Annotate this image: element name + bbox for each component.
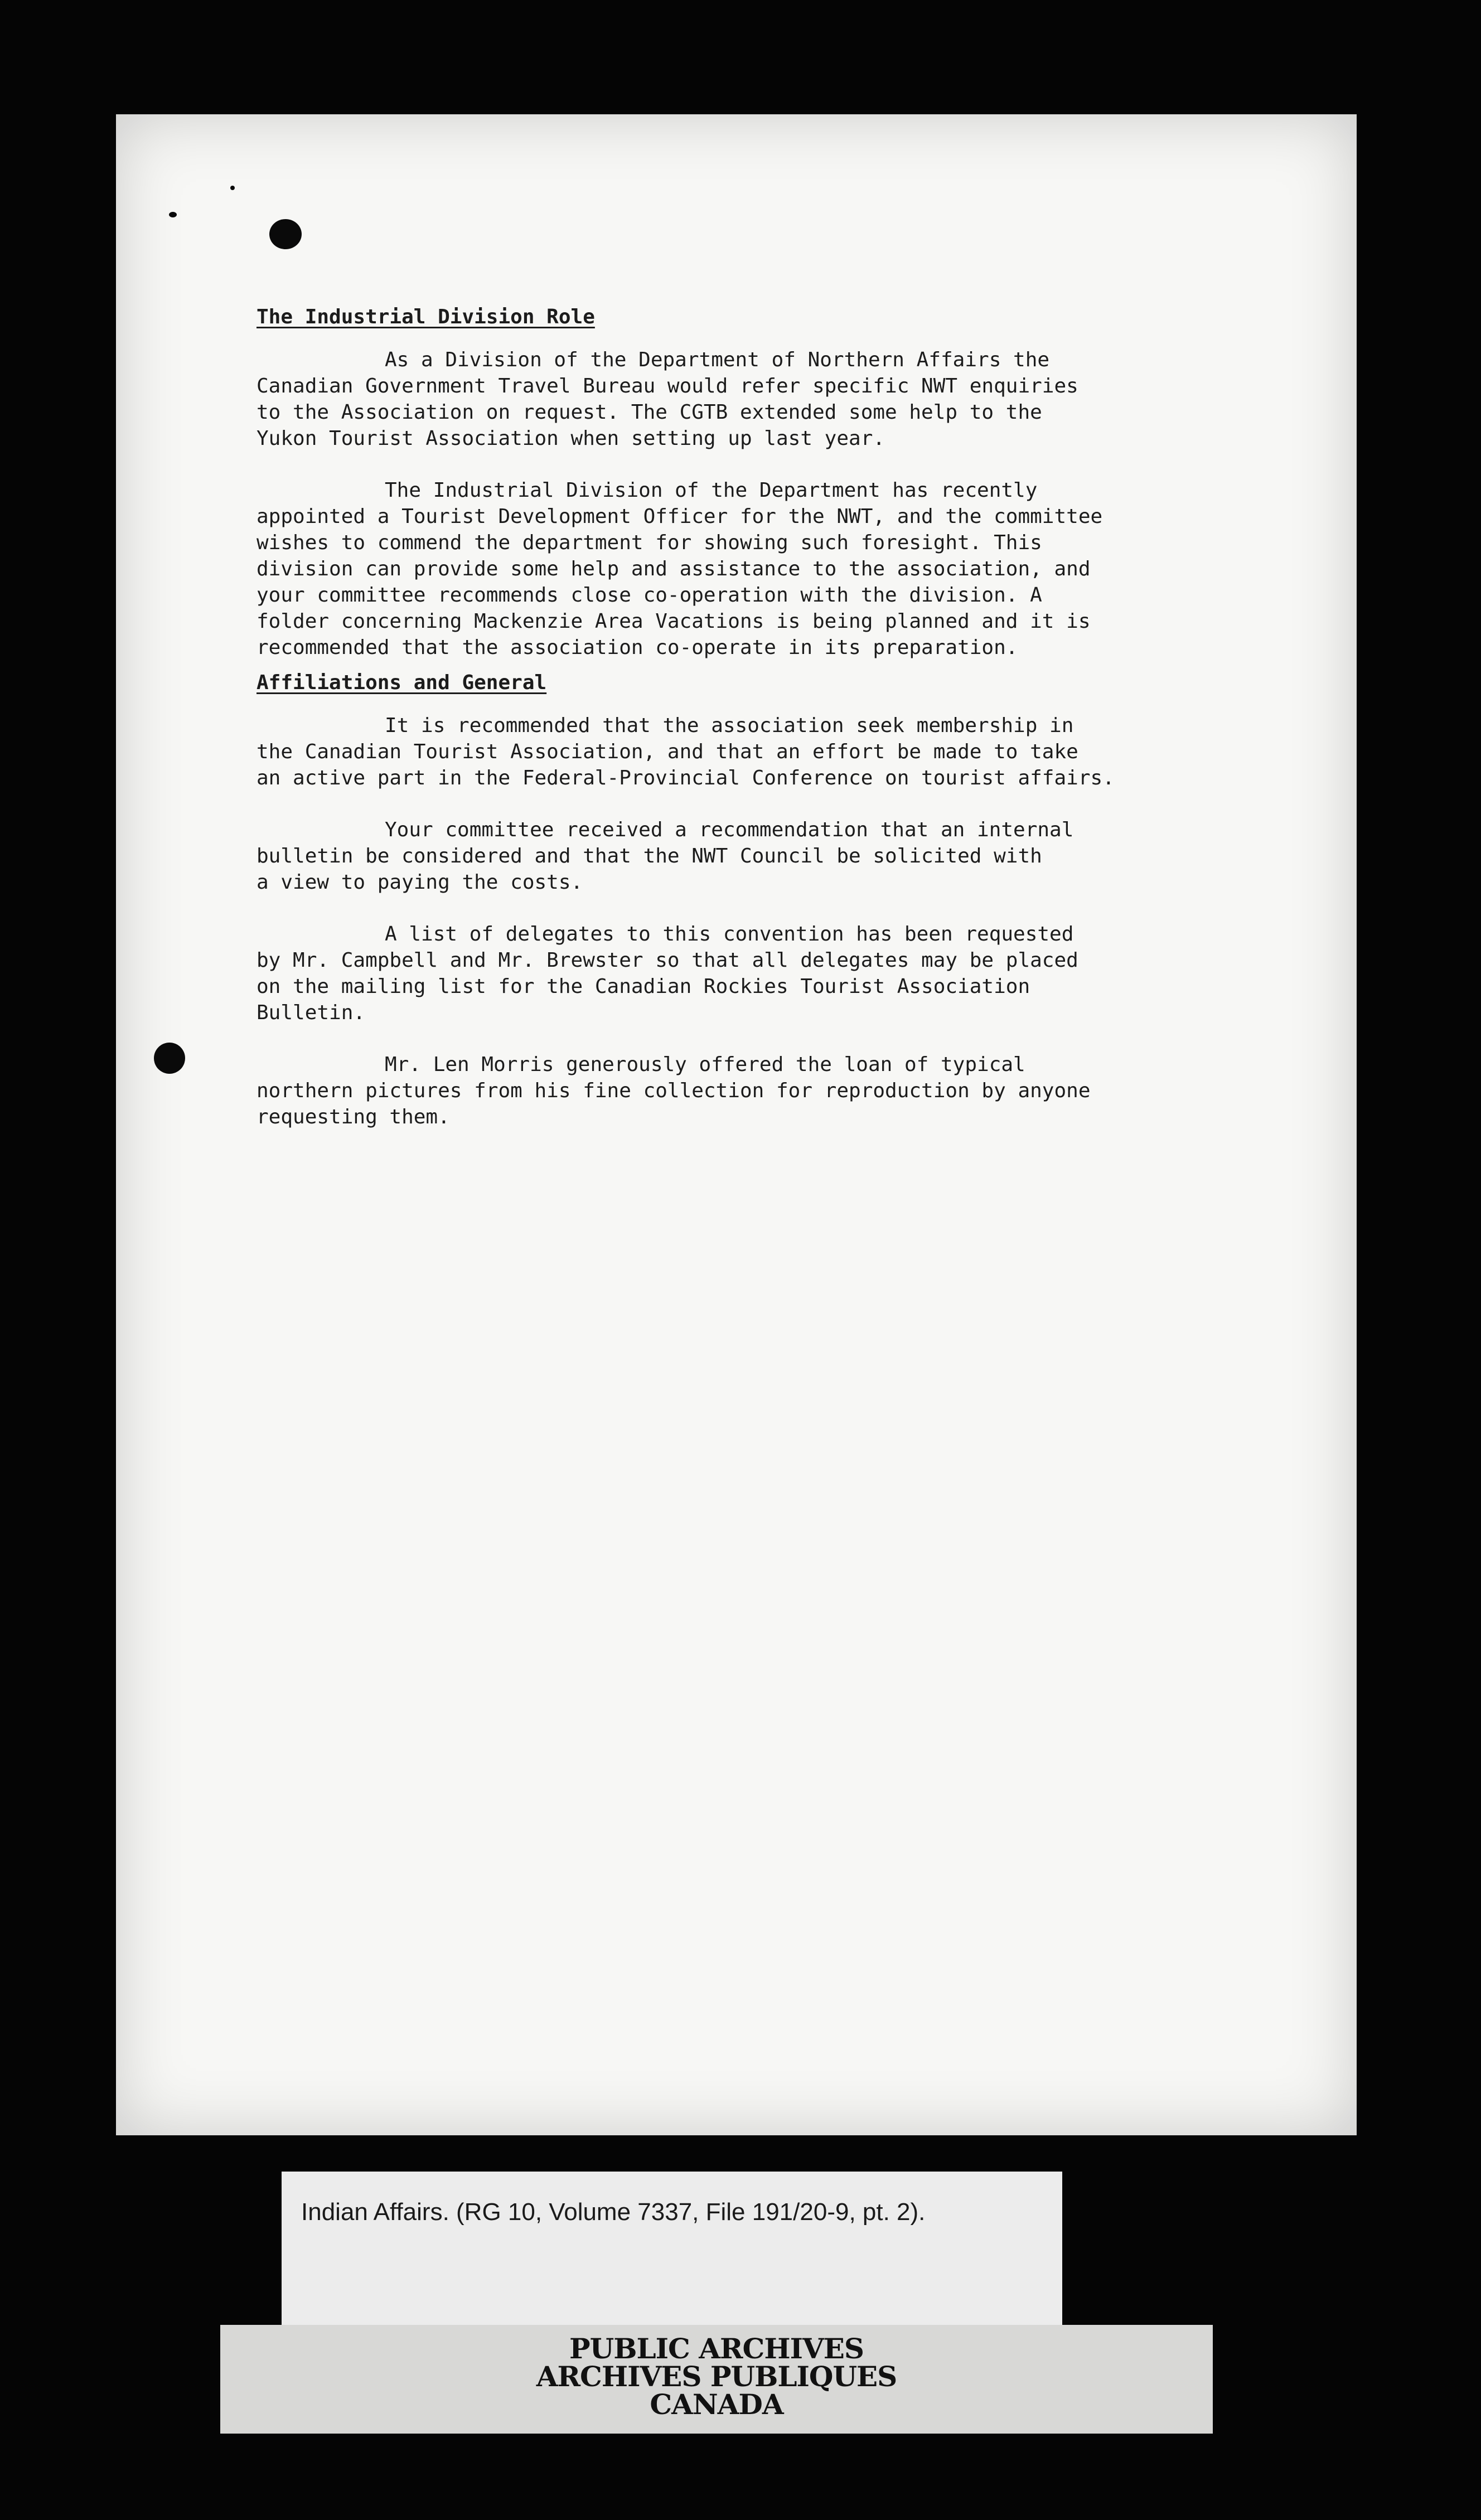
archive-stamp-band [220, 2325, 1213, 2434]
archive-stamp [220, 2332, 1213, 2421]
archive-citation: Indian Affairs. (RG 10, Volume 7337, File 191/20-9, pt. 2). [301, 2198, 926, 2226]
paragraph: The Industrial Division of the Department has recently appointed a Tourist Development Officer for the NWT, and the committee wishes to commend the department for showing such foresight. This division can provide some help and assistance to the association, and your committee recommends close co-operation with the division. A folder concerning Mackenzie Area Vacations is being planned and it is recommended that the association co-operate in its preparation. [256, 479, 1103, 659]
paragraph: As a Division of the Department of Northern Affairs the Canadian Government Travel Bureau would refer specific NWT enquiries to the Association on request. The CGTB extended some help to the Yukon Tourist Association when setting up last year. [256, 348, 1078, 450]
paragraph: Your committee received a recommendation that an internal bulletin be considered and that the NWT Council be solicited with a view to paying the costs. [256, 818, 1074, 894]
stamp-line-3: CANADA [650, 2388, 783, 2421]
ink-speck [169, 212, 177, 217]
paragraph: A list of delegates to this convention has been requested by Mr. Campbell and Mr. Brewster so that all delegates may be placed on the mailing list for the Canadian Rockies Tourist Association Bulletin. [256, 923, 1078, 1024]
document-body [256, 304, 1316, 1130]
ink-speck [230, 186, 235, 190]
archive-label-card [282, 2172, 1062, 2333]
section-heading-affiliations: Affiliations and General [256, 671, 547, 694]
document-page [116, 114, 1357, 2135]
punch-hole [154, 1043, 185, 1074]
section-heading-industrial-division: The Industrial Division Role [256, 306, 595, 328]
paragraph: It is recommended that the association seek membership in the Canadian Tourist Association, and that an effort be made to take an active part in the Federal-Provincial Conference on tourist affairs. [256, 714, 1115, 789]
ink-blot [269, 219, 302, 249]
paragraph: Mr. Len Morris generously offered the loan of typical northern pictures from his fine collection for reproduction by anyone requesting them. [256, 1053, 1091, 1128]
stamp-line-2: ARCHIVES PUBLIQUES [536, 2360, 897, 2393]
stamp-line-1: PUBLIC ARCHIVES [569, 2332, 864, 2365]
